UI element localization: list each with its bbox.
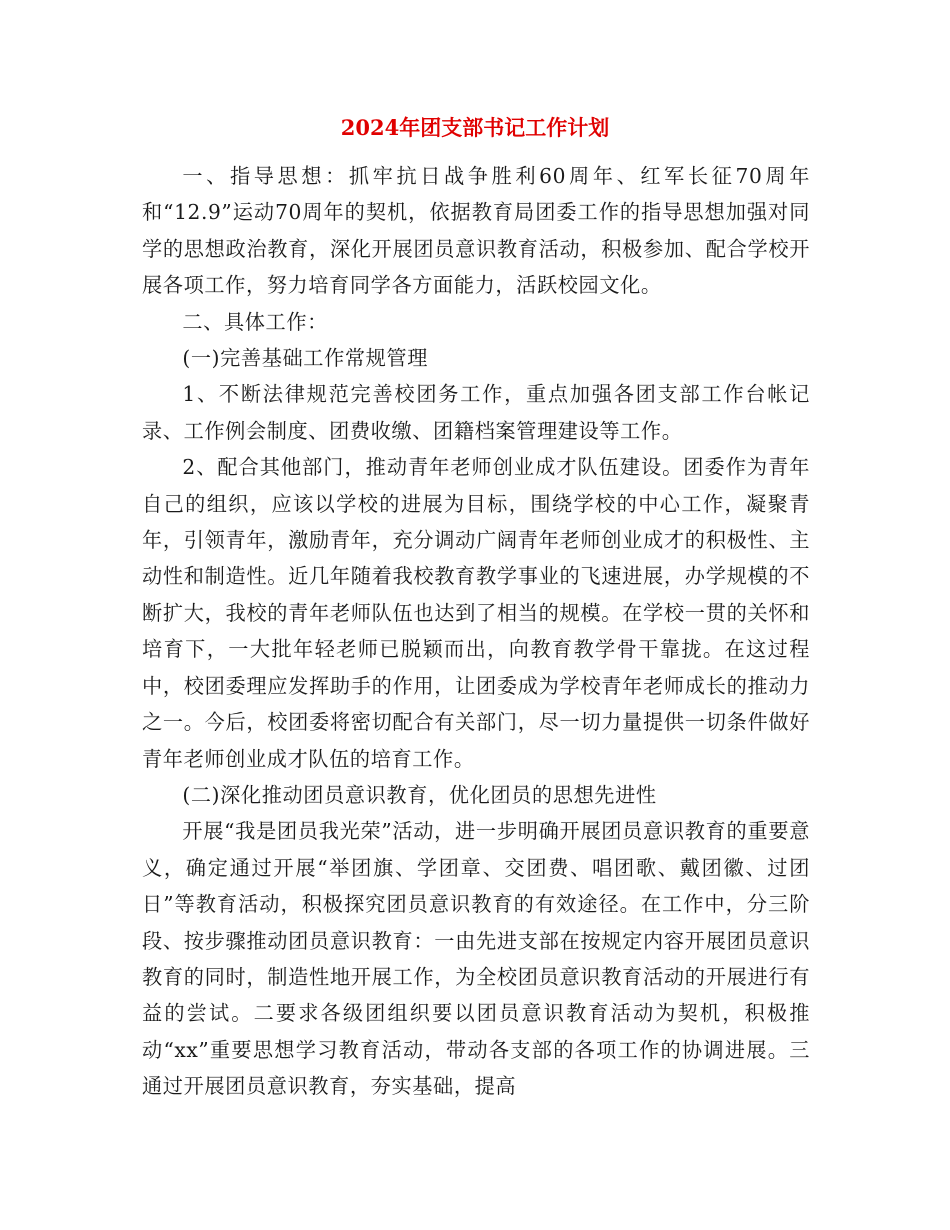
paragraph-section-one-heading: (一)完善基础工作常规管理: [182, 346, 429, 371]
paragraph-item-2: 2、配合其他部门，推动青年老师创业成才队伍建设。团委作为青年自己的组织，应该以学校的进展为目标，围绕学校的中心工作，凝聚青年，引领青年，激励青年，充分调动广阔青年老师创业成才的积极性、主动性和制造性。近几年随着我校教育教学事业的飞速进展，办学规模的不断扩大，我校的青年老师队伍也达到了相当的规模。在学校一贯的关怀和培育下，一大批年轻老师已脱颖而出，向教育教学骨干靠拢。在这过程中，校团委理应发挥助手的作用，让团委成为学校青年老师成长的推动力之一。今后，校团委将密切配合有关部门，尽一切力量提供一切条件做好青年老师创业成才队伍的培育工作。: [142, 455, 810, 771]
paragraph-specific-work-heading: 二、具体工作：: [182, 309, 328, 334]
paragraph-section-two-heading: (二)深化推动团员意识教育，优化团员的思想先进性: [182, 782, 657, 807]
document-title: 2024年团支部书记工作计划: [340, 115, 610, 140]
paragraph-guiding-ideology: 一、指导思想：抓牢抗日战争胜利60周年、红军长征70周年和“12.9”运动70周年的契机，依据教育局团委工作的指导思想加强对同学的思想政治教育，深化开展团员意识教育活动，积极参加、配合学校开展各项工作，努力培育同学各方面能力，活跃校园文化。: [142, 164, 810, 298]
paragraph-member-awareness: 开展“我是团员我光荣”活动，进一步明确开展团员意识教育的重要意义，确定通过开展“举团旗、学团章、交团费、唱团歌、戴团徽、过团日”等教育活动，积极探究团员意识教育的有效途径。在工作中，分三阶段、按步骤推动团员意识教育：一由先进支部在按规定内容开展团员意识教育的同时，制造性地开展工作，为全校团员意识教育活动的开展进行有益的尝试。二要求各级团组织要以团员意识教育活动为契机，积极推动“xx”重要思想学习教育活动，带动各支部的各项工作的协调进展。三通过开展团员意识教育，夯实基础，提高: [142, 819, 810, 1099]
paragraph-item-1: 1、不断法律规范完善校团务工作，重点加强各团支部工作台帐记录、工作例会制度、团费收缴、团籍档案管理建设等工作。: [142, 382, 810, 443]
document-body: [142, 158, 810, 1105]
